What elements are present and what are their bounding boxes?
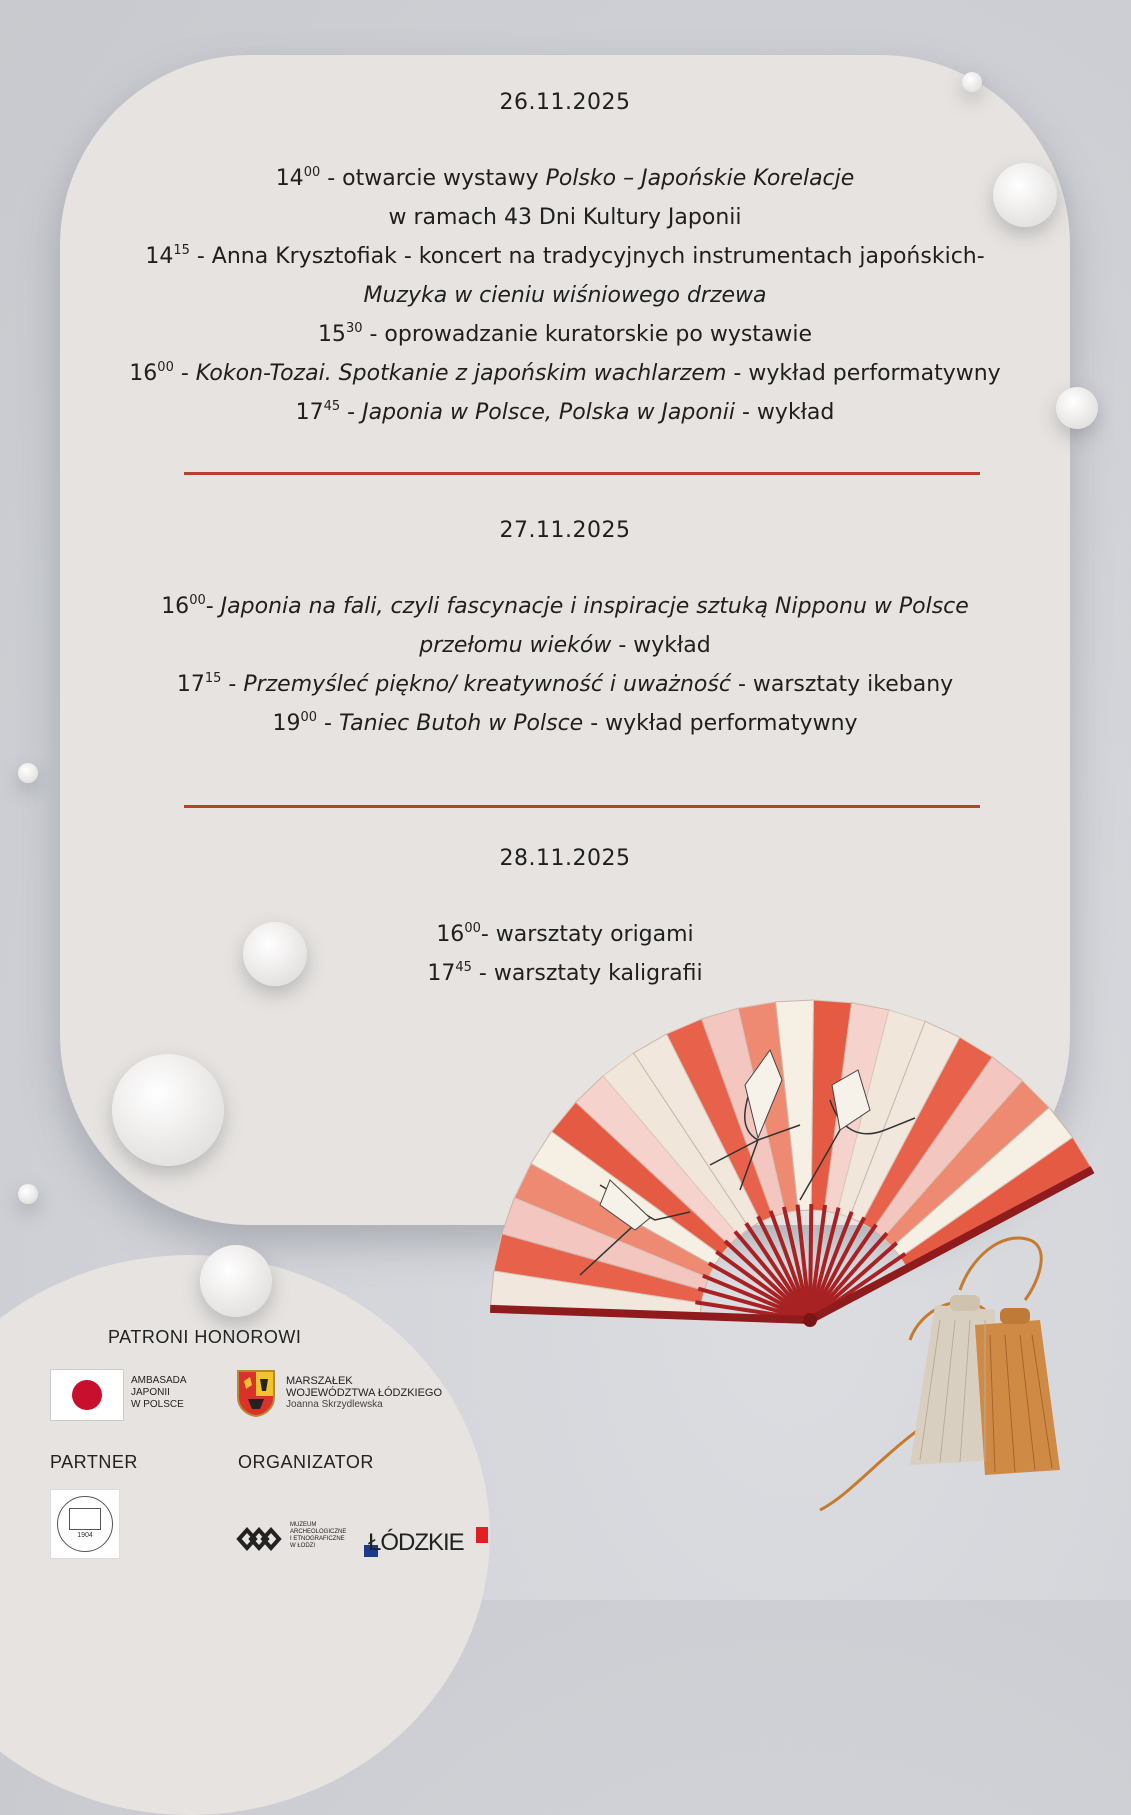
day1-event-2: $14^{15}$ - Anna Krysztofiak - koncert na tradycyjnych instrumentach japońskich- [145, 243, 985, 269]
day2-event-1-line2: przełomu wieków - wykład [419, 633, 711, 658]
day1-event-4: $16^{00}$ - Kokon-Tozai. Spotkanie z japońskim wachlarzem - wykład performatywny [129, 360, 1001, 386]
day1-event-3: $15^{30}$ - oprowadzanie kuratorskie po wystawie [317, 321, 813, 347]
bubble [18, 763, 38, 783]
lodzkie-logo: ŁÓDZKIE [364, 1527, 494, 1557]
seal-year: 1904 [77, 1532, 93, 1539]
day1-event-1-line2: w ramach 43 Dni Kultury Japonii [388, 205, 742, 230]
day2-date: 27.11.2025 [499, 518, 631, 543]
fan-guard [490, 1309, 810, 1320]
day2-event-1: $16^{00}-$ Japonia na fali, czyli fascynacje i inspiracje sztuką Nipponu w Polsce [161, 593, 969, 619]
day3-event-2: $17^{45}$ - warsztaty kaligrafii [427, 960, 703, 986]
day1-event-1: $14^{00}$ - otwarcie wystawy Polsko – Japońskie Korelacje [275, 165, 855, 191]
coat-of-arms-icon [236, 1369, 276, 1417]
japan-flag-icon [50, 1369, 124, 1421]
day2-event-3: $19^{00}$ - Taniec Butoh w Polsce - wykład performatywny [272, 710, 858, 736]
bubble [18, 1184, 38, 1204]
day3-date: 28.11.2025 [499, 846, 631, 871]
day2-event-2: $17^{15}$ - Przemyśleć piękno/ kreatywność i uważność - warsztaty ikebany [176, 671, 954, 697]
marshal-label: MARSZAŁEK WOJEWÓDZTWA ŁÓDZKIEGO Joanna Skrzydlewska [286, 1375, 443, 1410]
bubble [962, 72, 982, 92]
fan-illustration [440, 990, 1130, 1600]
divider [184, 472, 980, 475]
bubble [200, 1245, 272, 1317]
museum-logo-icon [236, 1522, 282, 1556]
partner-title: PARTNER [50, 1452, 138, 1472]
day1-date: 26.11.2025 [499, 90, 631, 115]
patrons-title: PATRONI HONOROWI [108, 1327, 302, 1347]
partner-seal-icon [50, 1489, 120, 1559]
embassy-label: AMBASADA JAPONII W POLSCE [131, 1375, 187, 1410]
divider [184, 805, 980, 808]
fan-pivot [803, 1313, 817, 1327]
marshal-name: Joanna Skrzydlewska [286, 1399, 383, 1410]
day1-event-2-line2: Muzyka w cieniu wiśniowego drzewa [363, 283, 767, 308]
organizer-title: ORGANIZATOR [238, 1452, 374, 1472]
museum-label: MUZEUM ARCHEOLOGICZNE I ETNOGRAFICZNE W ŁODZI [290, 1522, 347, 1549]
bubble [112, 1054, 224, 1166]
day1-event-5: $17^{45}$ - Japonia w Polsce, Polska w Japonii - wykład [295, 399, 835, 425]
day3-event-1: $16^{00}-$ warsztaty origami [436, 921, 694, 947]
